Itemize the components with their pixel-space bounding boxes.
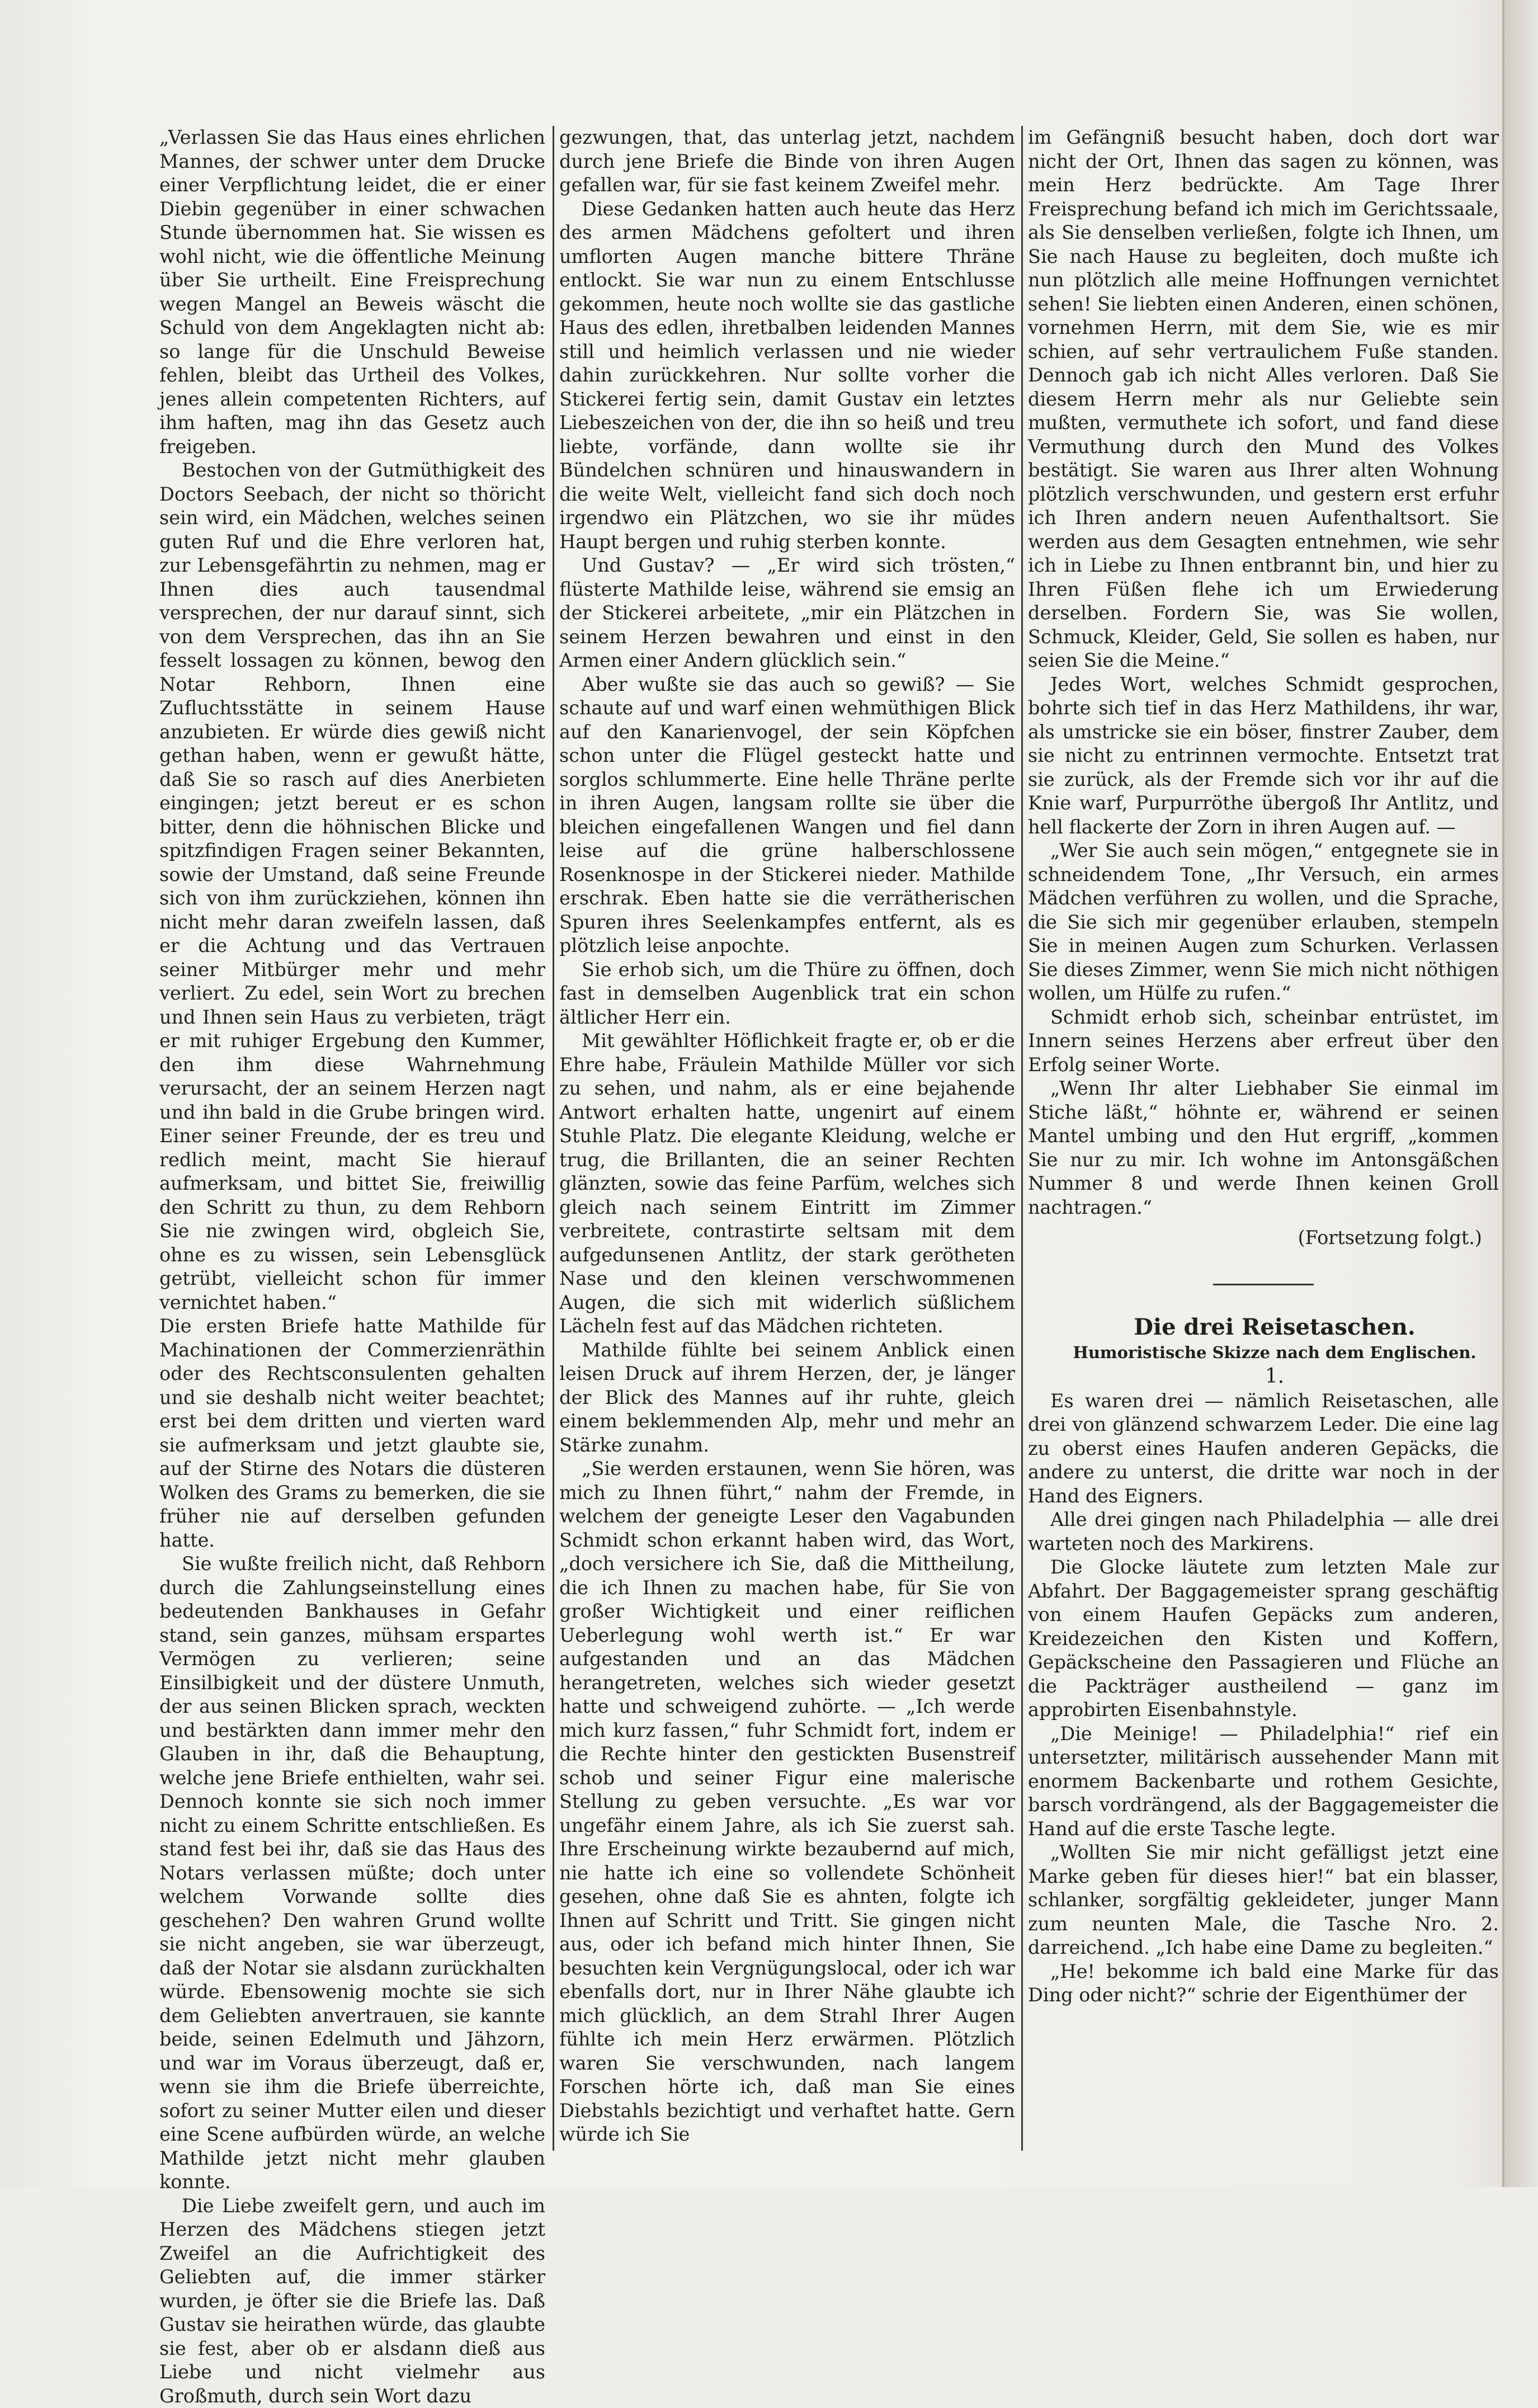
- page-fold: [1502, 0, 1504, 2187]
- paragraph: Aber wußte sie das auch so gewiß? — Sie schaute auf und warf einen wehmüthigen Blick auf den Kanarienvogel, der sein Köpfchen schon unter die Flügel gesteckt hatte und sorglos schlummerte. Eine helle Thräne perlte in ihren Augen, langsam rollte sie über die bleichen eingefallenen Wangen und fiel dann leise auf die grüne halberschlossene Rosenknospe in der Stickerei nieder. Mathilde erschrak. Eben hatte sie die verrätherischen Spuren ihres Seelenkampfes entfernt, als es plötzlich leise anpochte.: [559, 673, 1015, 958]
- paragraph: Die ersten Briefe hatte Mathilde für Machinationen der Commerzienräthin oder des Rechtsconsulenten gehalten und sie deshalb nicht weiter beachtet; erst bei dem dritten und vierten ward sie aufmerksam und jetzt glaubte sie, auf der Stirne des Notars die düsteren Wolken des Grams zu bemerken, die sie früher nie auf derselben gefunden hatte.: [159, 1314, 545, 1552]
- paragraph: „Die Meinige! — Philadelphia!“ rief ein untersetzter, militärisch aussehender Mann mit enormem Backenbarte und rothem Gesichte, barsch vordrängend, als der Baggagemeister die Hand auf die erste Tasche legte.: [1028, 1722, 1499, 1841]
- paragraph: Die Liebe zweifelt gern, und auch im Herzen des Mädchens stiegen jetzt Zweifel an die Aufrichtigkeit des Geliebten auf, die immer stärker wurden, je öfter sie die Briefe las. Daß Gustav sie heirathen würde, das glaubte sie fest, aber ob er alsdann dieß aus Liebe und nicht vielmehr aus Großmuth, durch sein Wort dazu: [159, 2194, 545, 2408]
- paragraph: Alle drei gingen nach Philadelphia — alle drei warteten noch des Markirens.: [1028, 1508, 1499, 1556]
- paragraph: Es waren drei — nämlich Reisetaschen, alle drei von glänzend schwarzem Leder. Die eine lag zu oberst eines Haufen anderen Gepäcks, die andere zu unterst, die dritte war noch in der Hand des Eigners.: [1028, 1389, 1499, 1509]
- column-rule: [553, 126, 554, 2151]
- paragraph: im Gefängniß besucht haben, doch dort war nicht der Ort, Ihnen das sagen zu können, was mein Herz bedrückte. Am Tage Ihrer Freisprechung befand ich mich im Gerichtssaale, als Sie denselben verließen, folgte ich Ihnen, um Sie nach Hause zu begleiten, doch mußte ich nun plötzlich alle meine Hoffnungen vernichtet sehen! Sie liebten einen Anderen, einen schönen, vornehmen Herrn, mit dem Sie, wie es mir schien, auf sehr vertraulichem Fuße standen. Dennoch gab ich nicht Alles verloren. Daß Sie diesem Herrn mehr als nur Geliebte sein mußten, vermuthete ich sofort, und fand diese Vermuthung durch den Mund des Volkes bestätigt. Sie waren aus Ihrer alten Wohnung plötzlich verschwunden, und gestern erst erfuhr ich Ihren andern neuen Aufenthaltsort. Sie werden aus dem Gesagten entnehmen, wie sehr ich in Liebe zu Ihnen entbrannt bin, und hier zu Ihren Füßen flehe ich um Erwiederung derselben. Fordern Sie, was Sie wollen, Schmuck, Kleider, Geld, Sie sollen es haben, nur seien Sie die Meine.“: [1028, 126, 1499, 673]
- page-edge: [1504, 0, 1538, 2187]
- column-2: [559, 126, 1015, 2156]
- paragraph: „Sie werden erstaunen, wenn Sie hören, was mich zu Ihnen führt,“ nahm der Fremde, in welchem der geneigte Leser den Vagabunden Schmidt schon erkannt haben wird, das Wort, „doch versichere ich Sie, daß die Mittheilung, die ich Ihnen zu machen habe, für Sie von großer Wichtigkeit und einer reiflichen Ueberlegung wohl werth ist.“ Er war aufgestanden und an das Mädchen herangetreten, welches sich wieder gesetzt hatte und schweigend zuhörte. — „Ich werde mich kurz fassen,“ fuhr Schmidt fort, indem er die Rechte hinter den gestickten Busenstreif schob und seiner Figur eine malerische Stellung zu geben versuchte. „Es war vor ungefähr einem Jahre, als ich Sie zuerst sah. Ihre Erscheinung wirkte bezaubernd auf mich, nie hatte ich eine so vollendete Schönheit gesehen, ohne daß Sie es ahnten, folgte ich Ihnen auf Schritt und Tritt. Sie gingen nicht aus, oder ich befand mich hinter Ihnen, Sie besuchten kein Vergnügungslocal, oder ich war ebenfalls dort, nur in Ihrer Nähe glaubte ich mich glücklich, an dem Strahl Ihrer Augen fühlte ich mein Herz erwärmen. Plötzlich waren Sie verschwunden, nach langem Forschen hörte ich, daß man Sie eines Diebstahls bezichtigt und verhaftet hatte. Gern würde ich Sie: [559, 1457, 1015, 2147]
- paragraph: Die Glocke läutete zum letzten Male zur Abfahrt. Der Baggagemeister sprang geschäftig von einem Haufen Gepäcks zum anderen, Kreidezeichen den Kisten und Koffern, Gepäckscheine den Passagieren und Flüche an die Packträger austheilend — ganz im approbirten Eisenbahnstyle.: [1028, 1556, 1499, 1722]
- column-1: [159, 126, 545, 2156]
- paragraph: Schmidt erhob sich, scheinbar entrüstet, im Innern seines Herzens aber erfreut über den Erfolg seiner Worte.: [1028, 1006, 1499, 1077]
- paragraph: Und Gustav? — „Er wird sich trösten,“ flüsterte Mathilde leise, während sie emsig an der Stickerei arbeitete, „mir ein Plätzchen in seinem Herzen bewahren und einst in den Armen einer Andern glücklich sein.“: [559, 554, 1015, 673]
- column-rule: [1021, 126, 1023, 2151]
- paragraph: Mit gewählter Höflichkeit fragte er, ob er die Ehre habe, Fräulein Mathilde Müller vor sich zu sehen, und nahm, als er eine bejahende Antwort erhalten hatte, ungenirt auf einem Stuhle Platz. Die elegante Kleidung, welche er trug, die Brillanten, die an seiner Rechten glänzten, sowie das feine Parfüm, welches sich gleich nach seinem Eintritt im Zimmer verbreitete, contrastirte seltsam mit dem aufgedunsenen Antlitz, der stark gerötheten Nase und den kleinen verschwommenen Augen, die sich mit widerlich süßlichem Lächeln fest auf das Mädchen richteten.: [559, 1029, 1015, 1339]
- paragraph: „Wer Sie auch sein mögen,“ entgegnete sie in schneidendem Tone, „Ihr Versuch, ein armes Mädchen verführen zu wollen, und die Sprache, die Sie sich mir gegenüber erlauben, stempeln Sie in meinen Augen zum Schurken. Verlassen Sie dieses Zimmer, wenn Sie mich nicht nöthigen wollen, um Hülfe zu rufen.“: [1028, 839, 1499, 1006]
- chapter-number: 1.: [1028, 1364, 1499, 1389]
- continued-note: (Fortsetzung folgt.): [1028, 1226, 1499, 1250]
- paragraph: „Verlassen Sie das Haus eines ehrlichen Mannes, der schwer unter dem Drucke einer Verpflichtung leidet, die er einer Diebin gegenüber in einer schwachen Stunde übernommen hat. Sie wissen es wohl nicht, wie die öffentliche Meinung über Sie urtheilt. Eine Freisprechung wegen Mangel an Beweis wäscht die Schuld von dem Angeklagten nicht ab: so lange für die Unschuld Beweise fehlen, bleibt das Urtheil des Volkes, jenes allein competenten Richters, auf ihm haften, mag ihn das Gesetz auch freigeben.: [159, 126, 545, 459]
- paragraph: Diese Gedanken hatten auch heute das Herz des armen Mädchens gefoltert und ihren umflorten Augen manche bittere Thräne entlockt. Sie war nun zu einem Entschlusse gekommen, heute noch wollte sie das gastliche Haus des edlen, ihretbalben leidenden Mannes still und heimlich verlassen und nie wieder dahin zurückkehren. Nur sollte vorher die Stickerei fertig sein, damit Gustav ein letztes Liebeszeichen von der, die ihn so heiß und treu liebte, vorfände, dann wollte sie ihr Bündelchen schnüren und hinauswandern in die weite Welt, vielleicht fand sich doch noch irgendwo ein Plätzchen, wo sie ihr müdes Haupt bergen und ruhig sterben konnte.: [559, 197, 1015, 554]
- paragraph: Mathilde fühlte bei seinem Anblick einen leisen Druck auf ihrem Herzen, der, je länger der Blick des Mannes auf ihr ruhte, gleich einem beklemmenden Alp, mehr und mehr an Stärke zunahm.: [559, 1339, 1015, 1458]
- story-subtitle: Humoristische Skizze nach dem Englischen.: [1028, 1341, 1499, 1364]
- paragraph: „Wollten Sie mir nicht gefälligst jetzt eine Marke geben für dieses hier!“ bat ein blasser, schlanker, sorgfältig gekleideter, junger Mann zum neunten Male, die Tasche Nro. 2. darreichend. „Ich habe eine Dame zu begleiten.“: [1028, 1841, 1499, 1960]
- paragraph: „Wenn Ihr alter Liebhaber Sie einmal im Stiche läßt,“ höhnte er, während er seinen Mantel umbing und den Hut ergriff, „kommen Sie nur zu mir. Ich wohne im Antonsgäßchen Nummer 8 und werde Ihnen keinen Groll nachtragen.“: [1028, 1077, 1499, 1219]
- paragraph: Sie erhob sich, um die Thüre zu öffnen, doch fast in demselben Augenblick trat ein schon ältlicher Herr ein.: [559, 958, 1015, 1030]
- section-divider: [1213, 1284, 1314, 1285]
- paragraph: gezwungen, that, das unterlag jetzt, nachdem durch jene Briefe die Binde von ihren Augen gefallen war, für sie fast keinem Zweifel mehr.: [559, 126, 1015, 197]
- paragraph: „He! bekomme ich bald eine Marke für das Ding oder nicht?“ schrie der Eigenthümer der: [1028, 1960, 1499, 2008]
- column-3: [1028, 126, 1499, 2156]
- paragraph: Sie wußte freilich nicht, daß Rehborn durch die Zahlungseinstellung eines bedeutenden Bankhauses in Gefahr stand, sein ganzes, mühsam erspartes Vermögen zu verlieren; seine Einsilbigkeit und der düstere Unmuth, der aus seinen Blicken sprach, weckten und bestärkten dann immer mehr den Glauben in ihr, daß die Behauptung, welche jene Briefe enthielten, wahr sei. Dennoch konnte sie sich noch immer nicht zu einem Schritte entschließen. Es stand fest bei ihr, daß sie das Haus des Notars verlassen müßte; doch unter welchem Vorwande sollte dies geschehen? Den wahren Grund wollte sie nicht angeben, sie war überzeugt, daß der Notar sie alsdann zurückhalten würde. Ebensowenig mochte sie sich dem Geliebten anvertrauen, sie kannte beide, seinen Edelmuth und Jähzorn, und war im Voraus überzeugt, daß er, wenn sie ihm die Briefe überreichte, sofort zu seiner Mutter eilen und dieser eine Scene aufbürden würde, an welche Mathilde jetzt nicht mehr glauben konnte.: [159, 1552, 545, 2194]
- story-title: Die drei Reisetaschen.: [1028, 1313, 1499, 1341]
- paragraph: Bestochen von der Gutmüthigkeit des Doctors Seebach, der nicht so thöricht sein wird, ein Mädchen, welches seinen guten Ruf und die Ehre verloren hat, zur Lebensgefährtin zu nehmen, mag er Ihnen dies auch tausendmal versprechen, der nur darauf sinnt, sich von dem Versprechen, das ihn an Sie fesselt lossagen zu können, bewog den Notar Rehborn, Ihnen eine Zufluchtsstätte in seinem Hause anzubieten. Er würde dies gewiß nicht gethan haben, wenn er gewußt hätte, daß Sie so rasch auf dies Anerbieten eingingen; jetzt bereut er es schon bitter, denn die höhnischen Blicke und spitzfindigen Fragen seiner Bekannten, sowie der Umstand, daß seine Freunde sich von ihm zurückziehen, können ihn nicht mehr daran zweifeln lassen, daß er die Achtung und das Vertrauen seiner Mitbürger mehr und mehr verliert. Zu edel, sein Wort zu brechen und Ihnen sein Haus zu verbieten, trägt er mit ruhiger Ergebung den Kummer, den ihm diese Wahrnehmung verursacht, der an seinem Herzen nagt und ihn bald in die Grube bringen wird. Einer seiner Freunde, der es treu und redlich meint, macht Sie hierauf aufmerksam, und bittet Sie, freiwillig den Schritt zu thun, zu dem Rehborn Sie nie zwingen wird, obgleich Sie, ohne es zu wissen, sein Lebensglück getrübt, vielleicht schon für immer vernichtet haben.“: [159, 459, 545, 1314]
- paragraph: Jedes Wort, welches Schmidt gesprochen, bohrte sich tief in das Herz Mathildens, ihr war, als umstricke sie ein böser, finstrer Zauber, dem sie nicht zu entrinnen vermochte. Entsetzt trat sie zurück, als der Fremde sich vor ihr auf die Knie warf, Purpurröthe übergoß Ihr Antlitz, und hell flackerte der Zorn in ihren Augen auf. —: [1028, 673, 1499, 840]
